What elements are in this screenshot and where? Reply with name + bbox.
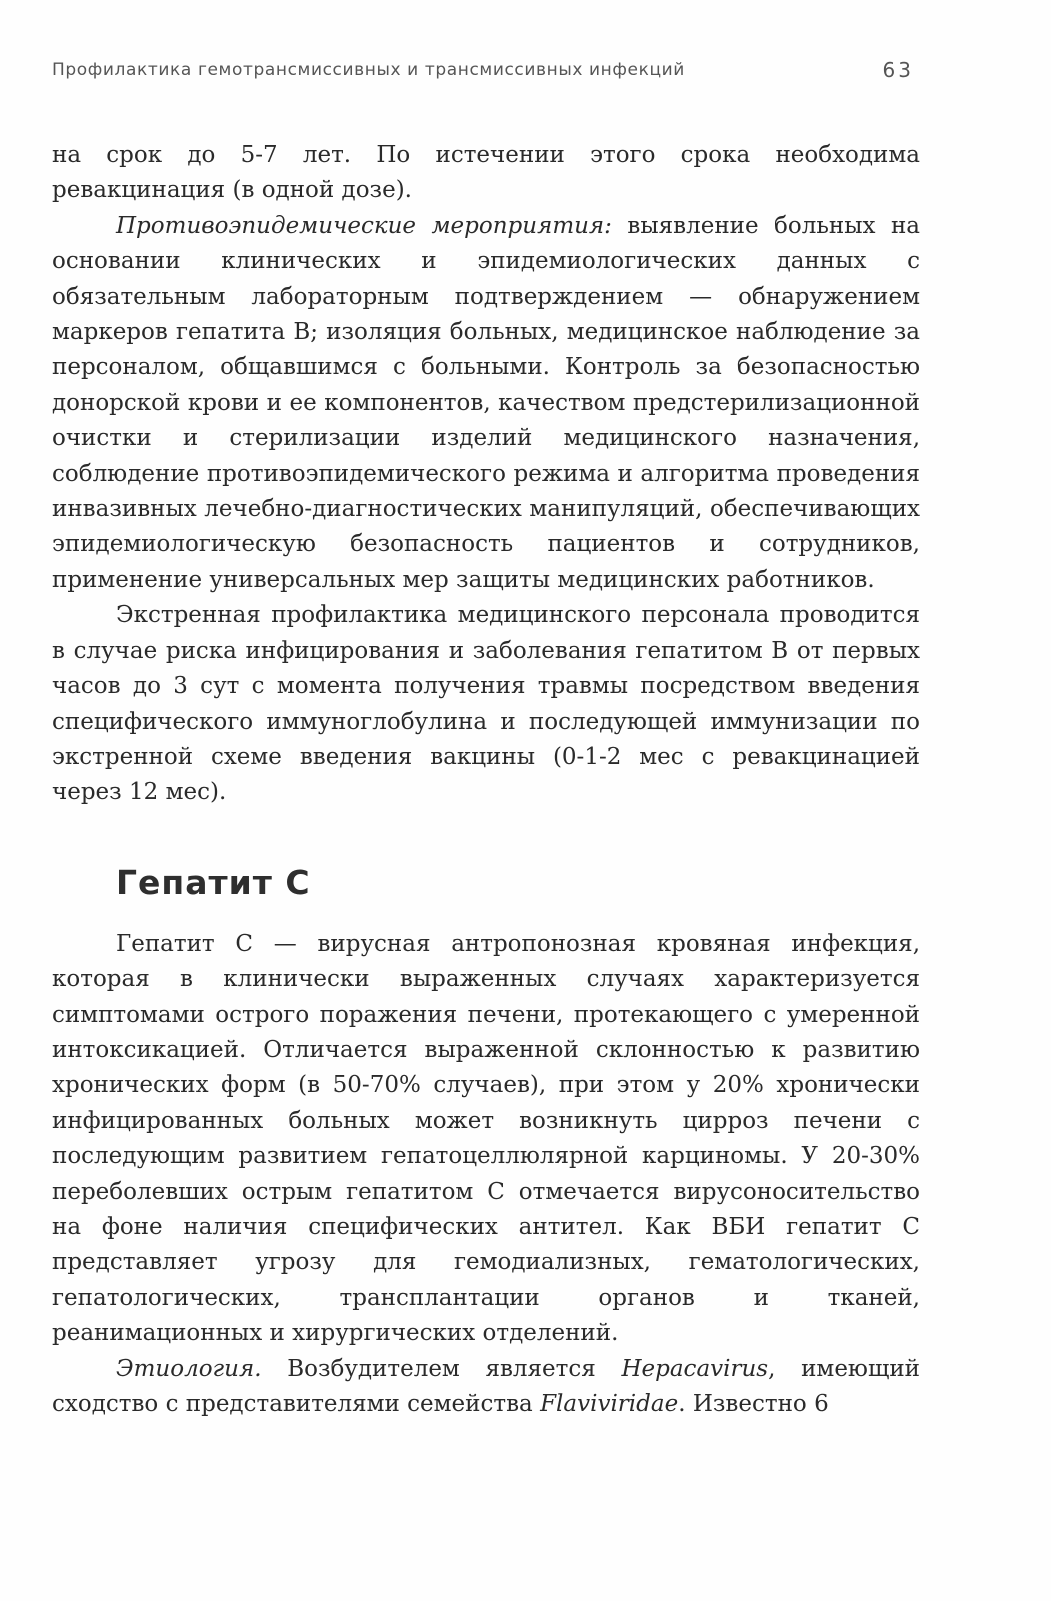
family-name: Flaviviridae xyxy=(540,1391,679,1417)
running-title: Профилактика гемотрансмиссивных и трансмиссивных инфекций xyxy=(52,60,685,80)
paragraph-antiepidemic-measures xyxy=(52,209,920,598)
page-number: 63 xyxy=(882,58,914,82)
paragraph-lead-italic: Противоэпидемические мероприятия: xyxy=(116,212,612,239)
paragraph-etiology xyxy=(52,1352,920,1423)
paragraph-emergency-prophylaxis: Экстренная профилактика медицинского персонала проводится в случае риска инфицирования и заболевания гепатитом В от первых часов до 3 сут с момента получения травмы посредством введения специфического иммуноглобулина и последующей иммунизации по экстренной схеме введения вакцины (0-1-2 мес с ревакцинацией через 12 мес). xyxy=(52,602,920,806)
paragraph-hepatitis-c-definition: Гепатит С — вирусная антропонозная кровяная инфекция, которая в клинически выраженных случаях характеризуется симптомами острого поражения печени, протекающего с умеренной интоксикацией. Отличается выраженной склонностью к развитию хронических форм (в 50-70% случаев), при этом у 20% хронически инфицированных больных может возникнуть цирроз печени с последующим развитием гепатоцеллюлярной карциномы. У 20-30% переболевших острым гепатитом С отмечается вирусоносительство на фоне наличия специфических антител. Как ВБИ гепатит С представляет угрозу для гемодиализных, гематологических, гепатологических, трансплантации органов и тканей, реанимационных и хирургических отделений. xyxy=(52,930,920,1347)
paragraph-lead-italic: Этиология. xyxy=(116,1355,262,1382)
paragraph-continuation: на срок до 5-7 лет. По истечении этого срока необходима ревакцинация (в одной дозе). xyxy=(52,142,920,204)
section-title-hepatitis-c: Гепатит С xyxy=(116,862,311,902)
running-header xyxy=(52,60,920,88)
body-text xyxy=(52,138,920,1422)
paragraph-text: выявление больных на основании клинических и эпидемиологических данных с обязательным лабораторным подтверждением — обнаружением маркеров гепатита В; изоляция больных, медицинское наблюдение за персоналом, общавшимся с больными. Контроль за безопасностью донорской крови и ее компонентов, качеством предстерилизационной очистки и стерилизации изделий медицинского назначения, соблюдение противоэпидемического режима и алгоритма проведения инвазивных лечебно-диагностических манипуляций, обеспечивающих эпидемиологическую безопасность пациентов и сотрудников, применение универсальных мер защиты медицинских работников. xyxy=(52,212,920,593)
genus-name: Hepacavirus xyxy=(621,1355,769,1382)
paragraph-text: , имеющий сходство с представителями семейства xyxy=(52,1355,920,1417)
paragraph-text: Возбудителем является xyxy=(261,1355,622,1382)
paragraph-text: . Известно 6 xyxy=(678,1391,829,1417)
